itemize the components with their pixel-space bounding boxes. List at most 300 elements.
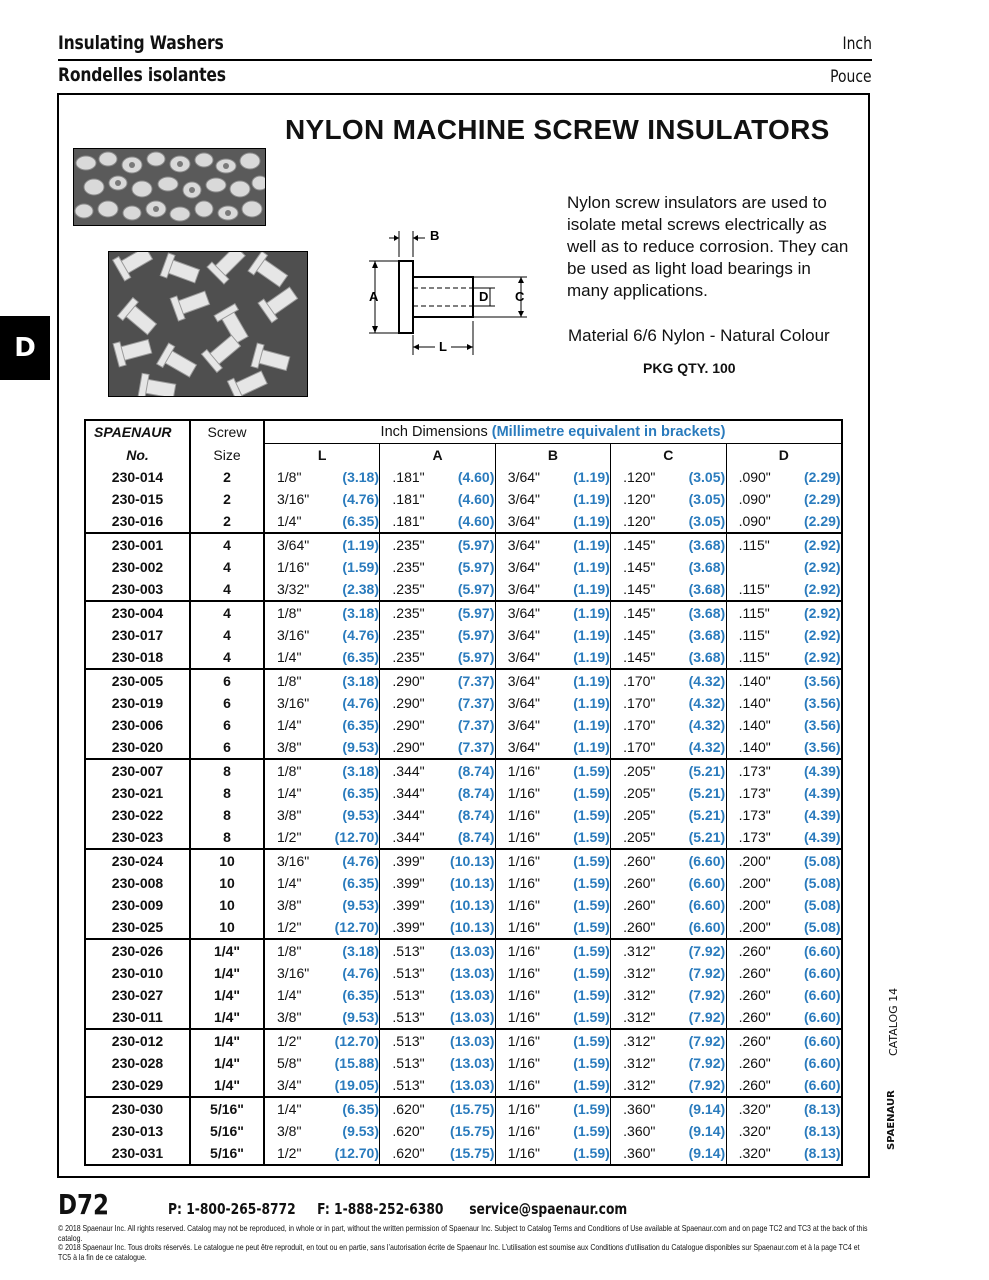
dim-c-mm: (4.32)	[688, 695, 726, 711]
dim-l-cell	[264, 849, 380, 872]
dim-l-mm: (6.35)	[342, 987, 379, 1003]
dim-c-mm: (3.05)	[688, 513, 726, 529]
dim-l-mm: (12.70)	[334, 1033, 379, 1049]
dim-a-inch: .235"	[392, 605, 425, 621]
dim-a-inch: .290"	[392, 717, 425, 733]
dim-l-mm: (3.18)	[342, 605, 379, 621]
dim-l-inch: 3/32"	[277, 581, 310, 597]
dim-b-cell	[495, 782, 610, 804]
table-row	[85, 984, 842, 1006]
dim-c-cell	[611, 849, 726, 872]
dim-d-cell	[726, 736, 842, 759]
dim-a-cell	[380, 1029, 495, 1052]
dim-b-inch: 3/64"	[507, 627, 540, 643]
dim-l-inch: 3/8"	[277, 739, 302, 755]
col-d-header: D	[726, 444, 842, 467]
dim-d-mm: (8.13)	[803, 1145, 841, 1161]
dim-c-mm: (5.21)	[688, 785, 726, 801]
dim-b-mm: (1.59)	[573, 1123, 610, 1139]
part-number: 230-010	[85, 962, 190, 984]
dim-l-inch: 3/8"	[277, 1123, 302, 1139]
dim-a-inch: .235"	[392, 627, 425, 643]
dim-l-cell	[264, 466, 380, 488]
screw-size: 10	[190, 894, 264, 916]
dim-l-mm: (3.18)	[342, 469, 379, 485]
dim-c-cell	[611, 533, 726, 556]
dim-l-mm: (6.35)	[342, 875, 379, 891]
part-number: 230-002	[85, 556, 190, 578]
screw-size: 6	[190, 736, 264, 759]
dim-l-inch: 3/8"	[277, 1009, 302, 1025]
screw-size: 1/4"	[190, 962, 264, 984]
dim-d-mm: (8.13)	[803, 1101, 841, 1117]
screw-size: 6	[190, 692, 264, 714]
section-tab: D	[0, 316, 50, 380]
dim-c-cell	[611, 962, 726, 984]
table-row	[85, 849, 842, 872]
table-row	[85, 939, 842, 962]
dim-c-cell	[611, 984, 726, 1006]
part-number: 230-018	[85, 646, 190, 669]
dim-l-inch: 1/8"	[277, 763, 302, 779]
dim-a-mm: (4.60)	[457, 469, 495, 485]
dim-d-mm: (2.92)	[803, 627, 841, 643]
dim-a-inch: .235"	[392, 537, 425, 553]
dim-l-inch: 1/4"	[277, 649, 302, 665]
table-row	[85, 759, 842, 782]
insulators-closeup-image	[109, 252, 307, 396]
screw-size: 6	[190, 714, 264, 736]
dim-l-cell	[264, 782, 380, 804]
dim-l-mm: (9.53)	[342, 739, 379, 755]
table-row	[85, 872, 842, 894]
label-a: A	[369, 289, 379, 304]
dim-c-mm: (6.60)	[688, 875, 726, 891]
dim-l-mm: (12.70)	[334, 829, 379, 845]
dim-d-mm: (2.92)	[803, 559, 841, 575]
table-row	[85, 826, 842, 849]
dim-d-cell	[726, 1097, 842, 1120]
dim-b-mm: (1.19)	[573, 581, 610, 597]
part-number: 230-003	[85, 578, 190, 601]
dim-d-cell	[726, 872, 842, 894]
dim-c-inch: .170"	[623, 673, 656, 689]
dim-d-cell	[726, 578, 842, 601]
dim-c-cell	[611, 488, 726, 510]
table-row	[85, 624, 842, 646]
dim-a-mm: (10.13)	[450, 919, 495, 935]
dim-c-mm: (4.32)	[688, 739, 726, 755]
header-title-fr: Rondelles isolantes	[58, 64, 226, 86]
dim-c-inch: .170"	[623, 717, 656, 733]
table-row	[85, 692, 842, 714]
dim-b-inch: 1/16"	[507, 1145, 540, 1161]
dim-c-cell	[611, 804, 726, 826]
dim-a-mm: (10.13)	[450, 875, 495, 891]
dim-c-cell	[611, 646, 726, 669]
part-number: 230-007	[85, 759, 190, 782]
screw-size: 4	[190, 556, 264, 578]
dim-a-mm: (5.97)	[457, 537, 495, 553]
dim-a-inch: .513"	[392, 943, 425, 959]
dim-c-mm: (6.60)	[688, 897, 726, 913]
screw-size: 8	[190, 759, 264, 782]
table-row	[85, 646, 842, 669]
screw-size: 4	[190, 601, 264, 624]
dim-c-mm: (9.14)	[688, 1101, 726, 1117]
dim-d-mm: (6.60)	[803, 1077, 841, 1093]
dim-d-mm: (2.29)	[803, 491, 841, 507]
product-photo-large	[108, 251, 308, 397]
dim-l-cell	[264, 556, 380, 578]
dim-b-cell	[495, 984, 610, 1006]
dim-l-cell	[264, 1074, 380, 1097]
dim-l-cell	[264, 1097, 380, 1120]
dim-l-inch: 1/8"	[277, 469, 302, 485]
dim-d-inch: .115"	[738, 627, 770, 643]
dim-b-cell	[495, 759, 610, 782]
dim-b-mm: (1.59)	[573, 965, 610, 981]
dim-d-inch: .140"	[738, 717, 771, 733]
dim-d-inch: .090"	[738, 513, 771, 529]
dim-d-mm: (2.92)	[803, 581, 841, 597]
dim-d-cell	[726, 624, 842, 646]
dim-c-mm: (6.60)	[688, 853, 726, 869]
dim-d-mm: (5.08)	[803, 875, 841, 891]
dim-c-mm: (3.68)	[688, 559, 726, 575]
header-unit-en: Inch	[842, 34, 872, 54]
dim-b-inch: 1/16"	[507, 1123, 540, 1139]
part-number: 230-024	[85, 849, 190, 872]
dim-b-mm: (1.19)	[573, 673, 610, 689]
dim-b-inch: 1/16"	[507, 829, 540, 845]
dim-d-inch: .260"	[738, 965, 771, 981]
dim-b-inch: 3/64"	[507, 513, 540, 529]
dim-l-cell	[264, 1006, 380, 1029]
dim-c-inch: .312"	[623, 943, 656, 959]
dim-b-inch: 1/16"	[507, 919, 540, 935]
table-row	[85, 736, 842, 759]
dim-b-mm: (1.59)	[573, 829, 610, 845]
dim-l-mm: (1.59)	[342, 559, 379, 575]
dim-c-mm: (3.68)	[688, 537, 726, 553]
dim-d-inch: .090"	[738, 469, 771, 485]
dim-l-cell	[264, 939, 380, 962]
dim-c-inch: .120"	[623, 469, 656, 485]
part-number: 230-009	[85, 894, 190, 916]
dim-d-mm: (6.60)	[803, 1055, 841, 1071]
dim-a-cell	[380, 510, 495, 533]
dim-c-mm: (7.92)	[688, 1009, 726, 1025]
dim-c-inch: .360"	[623, 1145, 656, 1161]
dim-c-mm: (3.05)	[688, 469, 726, 485]
dim-b-mm: (1.59)	[573, 897, 610, 913]
dim-a-cell	[380, 1074, 495, 1097]
dim-b-inch: 1/16"	[507, 943, 540, 959]
dim-l-mm: (4.76)	[342, 491, 379, 507]
dim-a-cell	[380, 1052, 495, 1074]
product-photo-small	[73, 148, 266, 226]
legal-en: © 2018 Spaenaur Inc. All rights reserved. Catalog may not be reproduced, in whole or in part, without the written permission of Spaenaur Inc. Subject to Catalog Terms and Conditions of Use available at Spaenaur.com and on page TC2 and TC3 at the back of this catalog.	[58, 1223, 868, 1243]
dim-a-mm: (7.37)	[457, 739, 495, 755]
dim-d-mm: (3.56)	[803, 717, 841, 733]
product-material: Material 6/6 Nylon - Natural Colour	[568, 326, 830, 345]
dim-b-inch: 3/64"	[507, 649, 540, 665]
dim-l-cell	[264, 759, 380, 782]
dim-a-mm: (7.37)	[457, 717, 495, 733]
dim-l-inch: 1/16"	[277, 559, 310, 575]
dim-c-inch: .360"	[623, 1123, 656, 1139]
dim-d-cell	[726, 1052, 842, 1074]
contact-line	[168, 1200, 627, 1218]
dim-c-inch: .312"	[623, 1055, 656, 1071]
dim-c-mm: (6.60)	[688, 919, 726, 935]
dim-b-mm: (1.19)	[573, 513, 610, 529]
dim-l-mm: (4.76)	[342, 695, 379, 711]
dim-c-mm: (7.92)	[688, 1033, 726, 1049]
screw-size: 1/4"	[190, 1074, 264, 1097]
dim-a-mm: (15.75)	[450, 1101, 495, 1117]
dim-d-cell	[726, 894, 842, 916]
dim-a-inch: .513"	[392, 987, 425, 1003]
dim-c-inch: .170"	[623, 739, 656, 755]
dim-d-inch: .200"	[738, 897, 771, 913]
dim-b-inch: 3/64"	[507, 581, 540, 597]
dim-d-inch: .200"	[738, 875, 771, 891]
part-number: 230-001	[85, 533, 190, 556]
dim-b-cell	[495, 466, 610, 488]
dim-c-inch: .360"	[623, 1101, 656, 1117]
dim-l-mm: (3.18)	[342, 763, 379, 779]
table-row	[85, 601, 842, 624]
dim-c-cell	[611, 894, 726, 916]
part-number: 230-012	[85, 1029, 190, 1052]
brand-header: SPAENAUR	[85, 420, 190, 444]
dim-l-inch: 1/4"	[277, 875, 302, 891]
dim-l-cell	[264, 714, 380, 736]
dim-a-inch: .344"	[392, 785, 425, 801]
dim-b-cell	[495, 646, 610, 669]
dim-l-mm: (3.18)	[342, 673, 379, 689]
dim-l-mm: (4.76)	[342, 627, 379, 643]
dim-l-cell	[264, 1120, 380, 1142]
email-link[interactable]: service@spaenaur.com	[469, 1200, 628, 1218]
dim-l-inch: 1/8"	[277, 943, 302, 959]
dim-a-mm: (4.60)	[457, 513, 495, 529]
dim-l-cell	[264, 1052, 380, 1074]
dim-l-inch: 1/4"	[277, 717, 302, 733]
dim-b-cell	[495, 872, 610, 894]
dim-l-cell	[264, 510, 380, 533]
dim-l-inch: 3/8"	[277, 807, 302, 823]
dim-c-inch: .120"	[623, 513, 656, 529]
dim-a-mm: (10.13)	[450, 897, 495, 913]
dim-a-cell	[380, 894, 495, 916]
dim-b-inch: 3/64"	[507, 469, 540, 485]
table-row	[85, 714, 842, 736]
dim-b-mm: (1.59)	[573, 919, 610, 935]
table-row	[85, 1142, 842, 1165]
dim-c-cell	[611, 1142, 726, 1165]
dim-l-inch: 1/2"	[277, 1033, 302, 1049]
dim-c-mm: (7.92)	[688, 1055, 726, 1071]
table-row	[85, 556, 842, 578]
dim-d-mm: (5.08)	[803, 919, 841, 935]
screw-size: 2	[190, 488, 264, 510]
dim-a-cell	[380, 826, 495, 849]
dim-a-inch: .399"	[392, 875, 425, 891]
dim-b-mm: (1.19)	[573, 537, 610, 553]
dimension-diagram	[355, 223, 540, 363]
dim-l-cell	[264, 736, 380, 759]
dim-l-inch: 3/64"	[277, 537, 310, 553]
table-row	[85, 488, 842, 510]
dim-l-inch: 3/16"	[277, 853, 310, 869]
screw-size: 5/16"	[190, 1097, 264, 1120]
dim-d-cell	[726, 646, 842, 669]
part-number: 230-027	[85, 984, 190, 1006]
dim-c-cell	[611, 916, 726, 939]
dim-a-cell	[380, 624, 495, 646]
dim-d-cell	[726, 782, 842, 804]
dim-d-inch: .115"	[738, 605, 770, 621]
part-number: 230-019	[85, 692, 190, 714]
dim-a-cell	[380, 692, 495, 714]
dim-b-inch: 1/16"	[507, 1077, 540, 1093]
dim-c-mm: (4.32)	[688, 717, 726, 733]
dim-l-cell	[264, 669, 380, 692]
dim-a-inch: .344"	[392, 807, 425, 823]
dim-b-inch: 3/64"	[507, 695, 540, 711]
dim-d-cell	[726, 1006, 842, 1029]
dim-a-cell	[380, 782, 495, 804]
dim-c-inch: .312"	[623, 987, 656, 1003]
dim-b-mm: (1.19)	[573, 559, 610, 575]
table-row	[85, 782, 842, 804]
dim-c-inch: .120"	[623, 491, 656, 507]
dim-a-cell	[380, 939, 495, 962]
dimensions-table	[84, 419, 843, 1166]
dim-b-cell	[495, 916, 610, 939]
dim-a-cell	[380, 578, 495, 601]
dim-l-mm: (9.53)	[342, 1123, 379, 1139]
dim-a-cell	[380, 1006, 495, 1029]
dim-b-cell	[495, 894, 610, 916]
screw-size: 4	[190, 533, 264, 556]
table-row	[85, 1052, 842, 1074]
dim-b-mm: (1.19)	[573, 469, 610, 485]
dim-d-cell	[726, 939, 842, 962]
table-row	[85, 1097, 842, 1120]
dim-l-mm: (9.53)	[342, 807, 379, 823]
dim-c-cell	[611, 669, 726, 692]
phone-number: P: 1-800-265-8772	[168, 1200, 296, 1218]
dim-a-inch: .620"	[392, 1145, 425, 1161]
dim-b-inch: 1/16"	[507, 1101, 540, 1117]
dim-l-mm: (2.38)	[342, 581, 379, 597]
dim-b-cell	[495, 714, 610, 736]
dim-a-cell	[380, 669, 495, 692]
part-number: 230-016	[85, 510, 190, 533]
part-number: 230-017	[85, 624, 190, 646]
dim-c-mm: (3.05)	[688, 491, 726, 507]
table-row	[85, 894, 842, 916]
dim-a-mm: (13.03)	[450, 1077, 495, 1093]
dim-l-mm: (6.35)	[342, 785, 379, 801]
dim-a-mm: (13.03)	[450, 1033, 495, 1049]
part-number: 230-025	[85, 916, 190, 939]
dim-d-mm: (6.60)	[803, 987, 841, 1003]
dim-b-inch: 1/16"	[507, 965, 540, 981]
package-quantity: PKG QTY. 100	[643, 360, 736, 376]
dim-b-inch: 3/64"	[507, 559, 540, 575]
dim-c-cell	[611, 692, 726, 714]
dim-c-inch: .145"	[623, 581, 656, 597]
dim-b-cell	[495, 1097, 610, 1120]
dim-c-inch: .145"	[623, 627, 656, 643]
dim-d-cell	[726, 510, 842, 533]
dim-l-cell	[264, 488, 380, 510]
dim-a-cell	[380, 962, 495, 984]
dim-c-cell	[611, 939, 726, 962]
dim-d-inch: .320"	[738, 1123, 771, 1139]
dim-a-cell	[380, 1120, 495, 1142]
dim-a-inch: .399"	[392, 853, 425, 869]
dim-a-inch: .513"	[392, 965, 425, 981]
dim-b-inch: 1/16"	[507, 1009, 540, 1025]
dim-c-inch: .260"	[623, 853, 656, 869]
dim-c-cell	[611, 624, 726, 646]
dim-l-cell	[264, 804, 380, 826]
dim-l-inch: 3/16"	[277, 695, 310, 711]
dim-d-cell	[726, 759, 842, 782]
dim-a-inch: .513"	[392, 1033, 425, 1049]
part-number: 230-020	[85, 736, 190, 759]
dim-d-mm: (4.39)	[803, 763, 841, 779]
dim-d-mm: (5.08)	[803, 897, 841, 913]
part-number: 230-029	[85, 1074, 190, 1097]
part-number: 230-011	[85, 1006, 190, 1029]
dim-b-cell	[495, 669, 610, 692]
dim-d-inch: .173"	[738, 807, 771, 823]
dim-l-cell	[264, 578, 380, 601]
dim-c-cell	[611, 1074, 726, 1097]
col-l-header: L	[264, 444, 380, 467]
table-row	[85, 804, 842, 826]
label-d: D	[479, 289, 489, 304]
label-c: C	[515, 289, 525, 304]
dim-a-cell	[380, 849, 495, 872]
dim-d-inch: .173"	[738, 829, 771, 845]
dim-d-mm: (2.29)	[803, 469, 841, 485]
dim-b-inch: 3/64"	[507, 491, 540, 507]
dim-a-cell	[380, 488, 495, 510]
dim-l-inch: 1/4"	[277, 513, 302, 529]
table-body	[85, 466, 842, 1165]
table-row	[85, 669, 842, 692]
dim-d-cell	[726, 466, 842, 488]
dim-l-cell	[264, 533, 380, 556]
dim-b-cell	[495, 556, 610, 578]
dim-d-inch: .140"	[738, 739, 771, 755]
dim-c-mm: (7.92)	[688, 1077, 726, 1093]
dim-l-mm: (9.53)	[342, 1009, 379, 1025]
col-b-header: B	[495, 444, 610, 467]
dim-a-inch: .290"	[392, 739, 425, 755]
dim-c-mm: (7.92)	[688, 965, 726, 981]
dim-c-mm: (5.21)	[688, 829, 726, 845]
dim-d-inch: .200"	[738, 919, 771, 935]
